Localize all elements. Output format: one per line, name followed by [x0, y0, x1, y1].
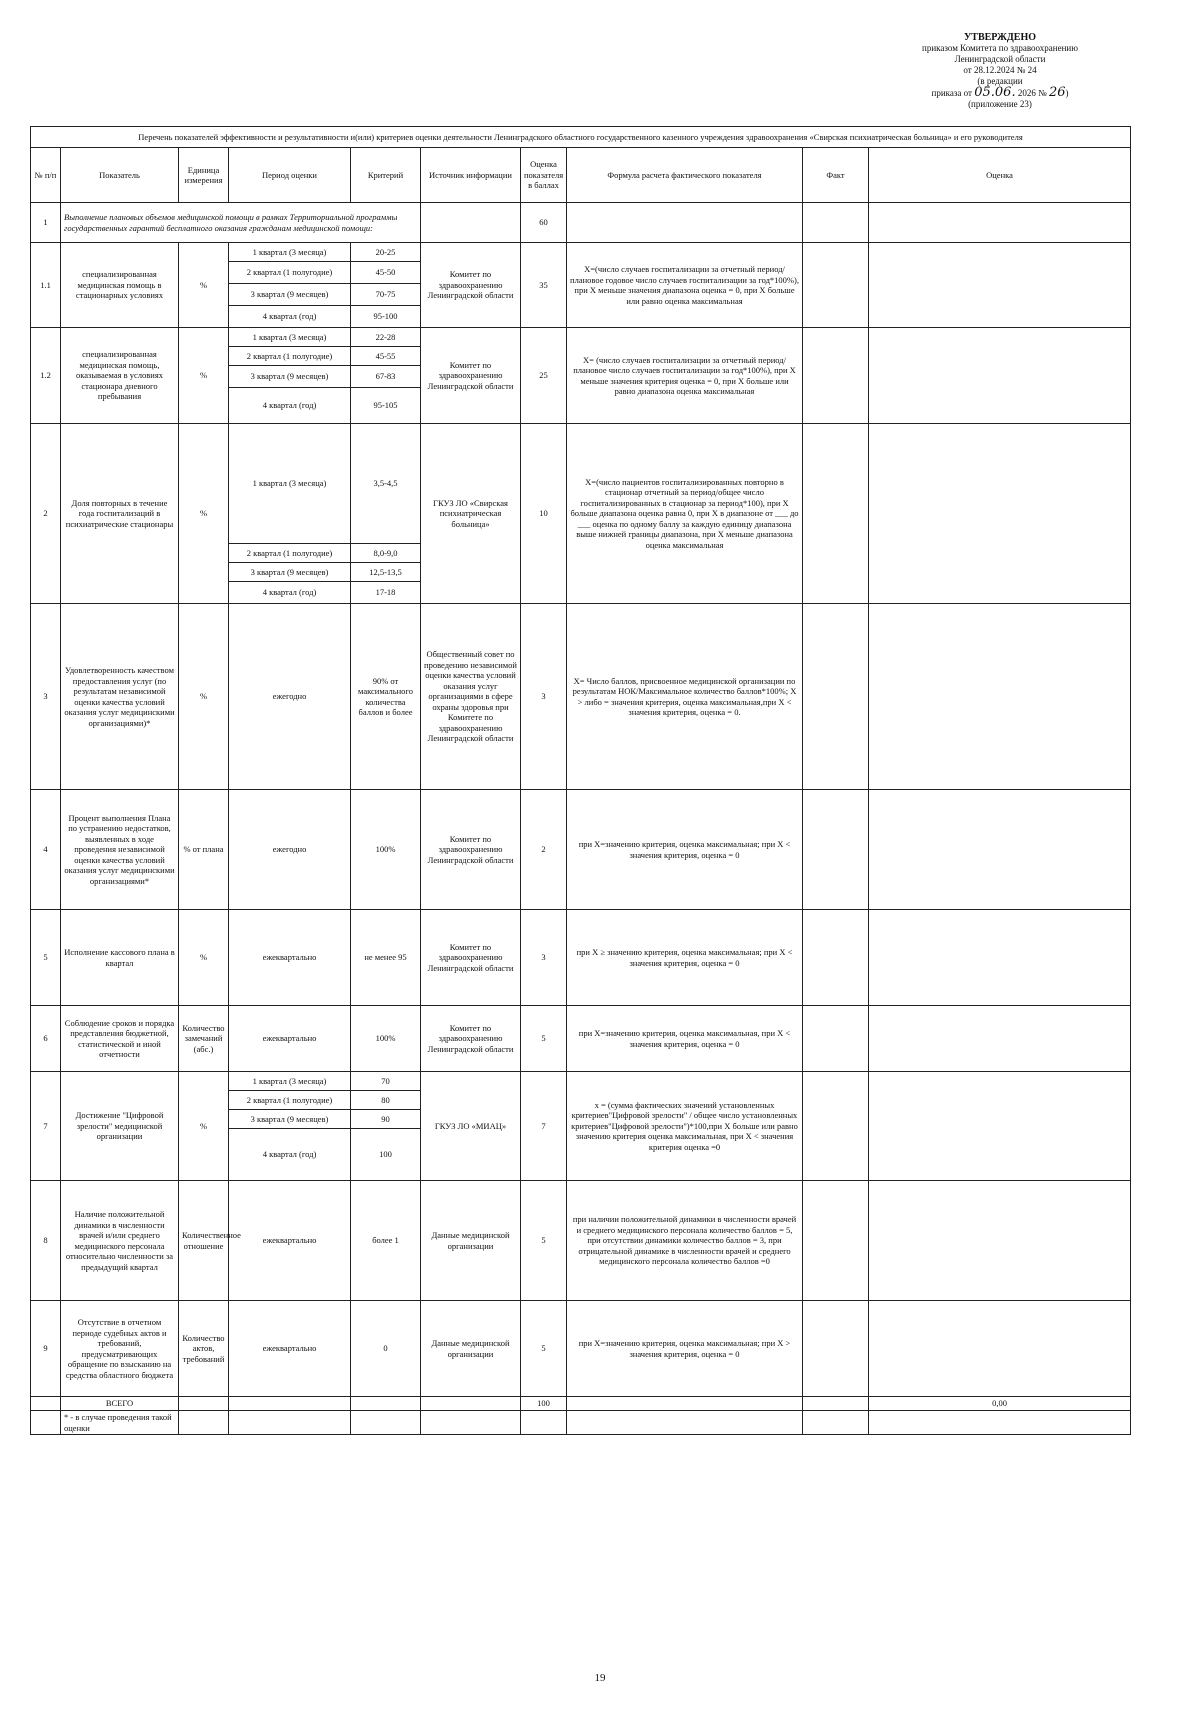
table-row: 2 квартал (1 полугодие) 8,0-9,0: [31, 544, 1131, 563]
header-fact: Факт: [803, 148, 869, 203]
table-row: 3 квартал (9 месяцев) 67-83: [31, 366, 1131, 388]
table-row: 3 квартал (9 месяцев) 12,5-13,5: [31, 563, 1131, 582]
table-row: 6 Соблюдение сроков и порядка представления бюджетной, статистической и иной отчетности Количество замечаний (абс.) ежеквартально 100% Комитет по здравоохранению Ленинградской области 5 при X=значению критерия, оценка максимальная, при X < значения критерия, оценка = 0: [31, 1006, 1131, 1072]
table-row: 3 квартал (9 месяцев) 90: [31, 1110, 1131, 1129]
header-period: Период оценки: [229, 148, 351, 203]
approval-heading: УТВЕРЖДЕНО: [963, 32, 1037, 43]
table-row: 7 Достижение "Цифровой зрелости" медицинской организации % 1 квартал (3 месяца) 70 ГКУЗ ЛО «МИАЦ» 7 x = (сумма фактических значений установленных критериев"Цифровой зрелости" / общее число установленных критериев"Цифровой зрелости")*100,при X больше или равно значению критерия оценка максимальная, при X < значения критерия оценка =0: [31, 1072, 1131, 1091]
table-row: 4 Процент выполнения Плана по устранению недостатков, выявленных в ходе проведения независимой оценки качества условий оказания услуг медицинскими организациями* % от плана ежегодно 100% Комитет по здравоохранению Ленинградской области 2 при X=значению критерия, оценка максимальная; при X < значения критерия, оценка = 0: [31, 790, 1131, 910]
table-row: 8 Наличие положительной динамики в численности врачей и/или среднего медицинского персонала относительно численности за предыдущий квартал Количественное отношение ежеквартально более 1 Данные медицинской организации 5 при наличии положительной динамики в численности врачей и среднего медицинского персонала количество баллов = 5, при отсутствии динамики количество баллов = 3, при отрицательной динамике в численности врачей и среднего медицинского персонала количество баллов =0: [31, 1181, 1131, 1301]
table-row: 2 квартал (1 полугодие) 80: [31, 1091, 1131, 1110]
header-score: Оценка показателя в баллах: [521, 148, 567, 203]
table-row: 2 Доля повторных в течение года госпитализаций в психиатрические стационары % 1 квартал (3 месяца) 3,5-4,5 ГКУЗ ЛО «Свирская психиатрическая больница» 10 X=(число пациентов госпитализированных повторно в стационар отчетный за период/общее число госпитализированных в стационар за период*100), при X больше диапазона оценка равна 0, при X в диапазоне от ___ до ___ оценка по одному баллу за каждую единицу диапазона выше нижней границы диапазона, при X меньше диапазона оценка максимальная: [31, 424, 1131, 544]
header-indicator: Показатель: [61, 148, 179, 203]
footnote-row: [31, 1411, 1131, 1435]
approval-line: (в редакции: [977, 76, 1023, 86]
table-row: 4 квартал (год) 95-100: [31, 306, 1131, 328]
approval-line: приказом Комитета по здравоохранению: [922, 43, 1078, 53]
table-caption: Перечень показателей эффективности и результативности и(или) критериев оценки деятельности Ленинградского областного государственного казенного учреждения здравоохранения «Свирская психиатрическая больница» и его руководителя: [31, 127, 1131, 148]
header-source: Источник информации: [421, 148, 521, 203]
handwritten-date: 05.06.: [974, 85, 1016, 100]
handwritten-number: 26: [1048, 85, 1066, 100]
total-label: ВСЕГО: [61, 1397, 179, 1411]
approval-line-order: приказа от 05.06. 2026 № 26): [931, 85, 1069, 100]
total-score: 100: [521, 1397, 567, 1411]
table-row: 2 квартал (1 полугодие) 45-50: [31, 262, 1131, 284]
header-criterion: Критерий: [351, 148, 421, 203]
page-number: 19: [594, 1672, 606, 1684]
table-row: 3 квартал (9 месяцев) 70-75: [31, 284, 1131, 306]
table-row: 4 квартал (год) 95-105: [31, 388, 1131, 424]
approval-line: от 28.12.2024 № 24: [963, 65, 1037, 75]
table-row: 1.1 специализированная медицинская помощь в стационарных условиях % 1 квартал (3 месяца) 20-25 Комитет по здравоохранению Ленинградской области 35 X=(число случаев госпитализации за отчетный период/ плановое годовое число случаев госпитализации за год*100%), при X меньше значения диапазона оценка = 0, при X больше или равно оценка максимальная: [31, 243, 1131, 262]
table-row: 9 Отсутствие в отчетном периоде судебных актов и требований, предусматривающих обращение по взысканию на средства областного бюджета Количество актов, требований ежеквартально 0 Данные медицинской организации 5 при X=значению критерия, оценка максимальная; при X > значения критерия, оценка = 0: [31, 1301, 1131, 1397]
approval-stamp: [880, 32, 1120, 110]
table-row: 3 Удовлетворенность качеством предоставления услуг (по результатам независимой оценки качества условий оказания услуг медицинскими организациями)* % ежегодно 90% от максимального количества баллов и более Общественный совет по проведению независимой оценки качества условий оказания услуг организациями в сфере охраны здоровья при Комитете по здравоохранению Ленинградской области 3 X= Число баллов, присвоенное медицинской организации по результатам НОК/Максимальное количество баллов*100%; X > либо = значения критерия, оценка максимальная,при X < значения критерия, оценка = 0.: [31, 604, 1131, 790]
approval-line: Ленинградской области: [954, 54, 1046, 64]
approval-line: (приложение 23): [968, 99, 1032, 109]
header-rating: Оценка: [869, 148, 1131, 203]
table-row: 1.2 специализированная медицинская помощь, оказываемая в условиях стационара дневного пребывания % 1 квартал (3 месяца) 22-28 Комитет по здравоохранению Ленинградской области 25 X= (число случаев госпитализации за отчетный период/ плановое число случаев госпитализации за год*100%), при X меньше значения критерия оценка = 0, при X больше или равно диапазона оценка максимальная: [31, 328, 1131, 347]
table-row: 1 Выполнение плановых объемов медицинской помощи в рамках Территориальной программы государственных гарантий бесплатного оказания гражданам медицинской помощи: 60: [31, 203, 1131, 243]
table-row: 5 Исполнение кассового плана в квартал % ежеквартально не менее 95 Комитет по здравоохранению Ленинградской области 3 при X ≥ значению критерия, оценка максимальная; при X < значения критерия, оценка = 0: [31, 910, 1131, 1006]
header-unit: Единица измерения: [179, 148, 229, 203]
indicators-table: [30, 126, 1131, 1435]
footnote: * - в случае проведения такой оценки: [61, 1411, 179, 1435]
header-formula: Формула расчета фактического показателя: [567, 148, 803, 203]
table-row: 2 квартал (1 полугодие) 45-55: [31, 347, 1131, 366]
total-row: [31, 1397, 1131, 1411]
table-row: 4 квартал (год) 100: [31, 1129, 1131, 1181]
table-row: 4 квартал (год) 17-18: [31, 582, 1131, 604]
header-num: № п/п: [31, 148, 61, 203]
total-rating: 0,00: [869, 1397, 1131, 1411]
